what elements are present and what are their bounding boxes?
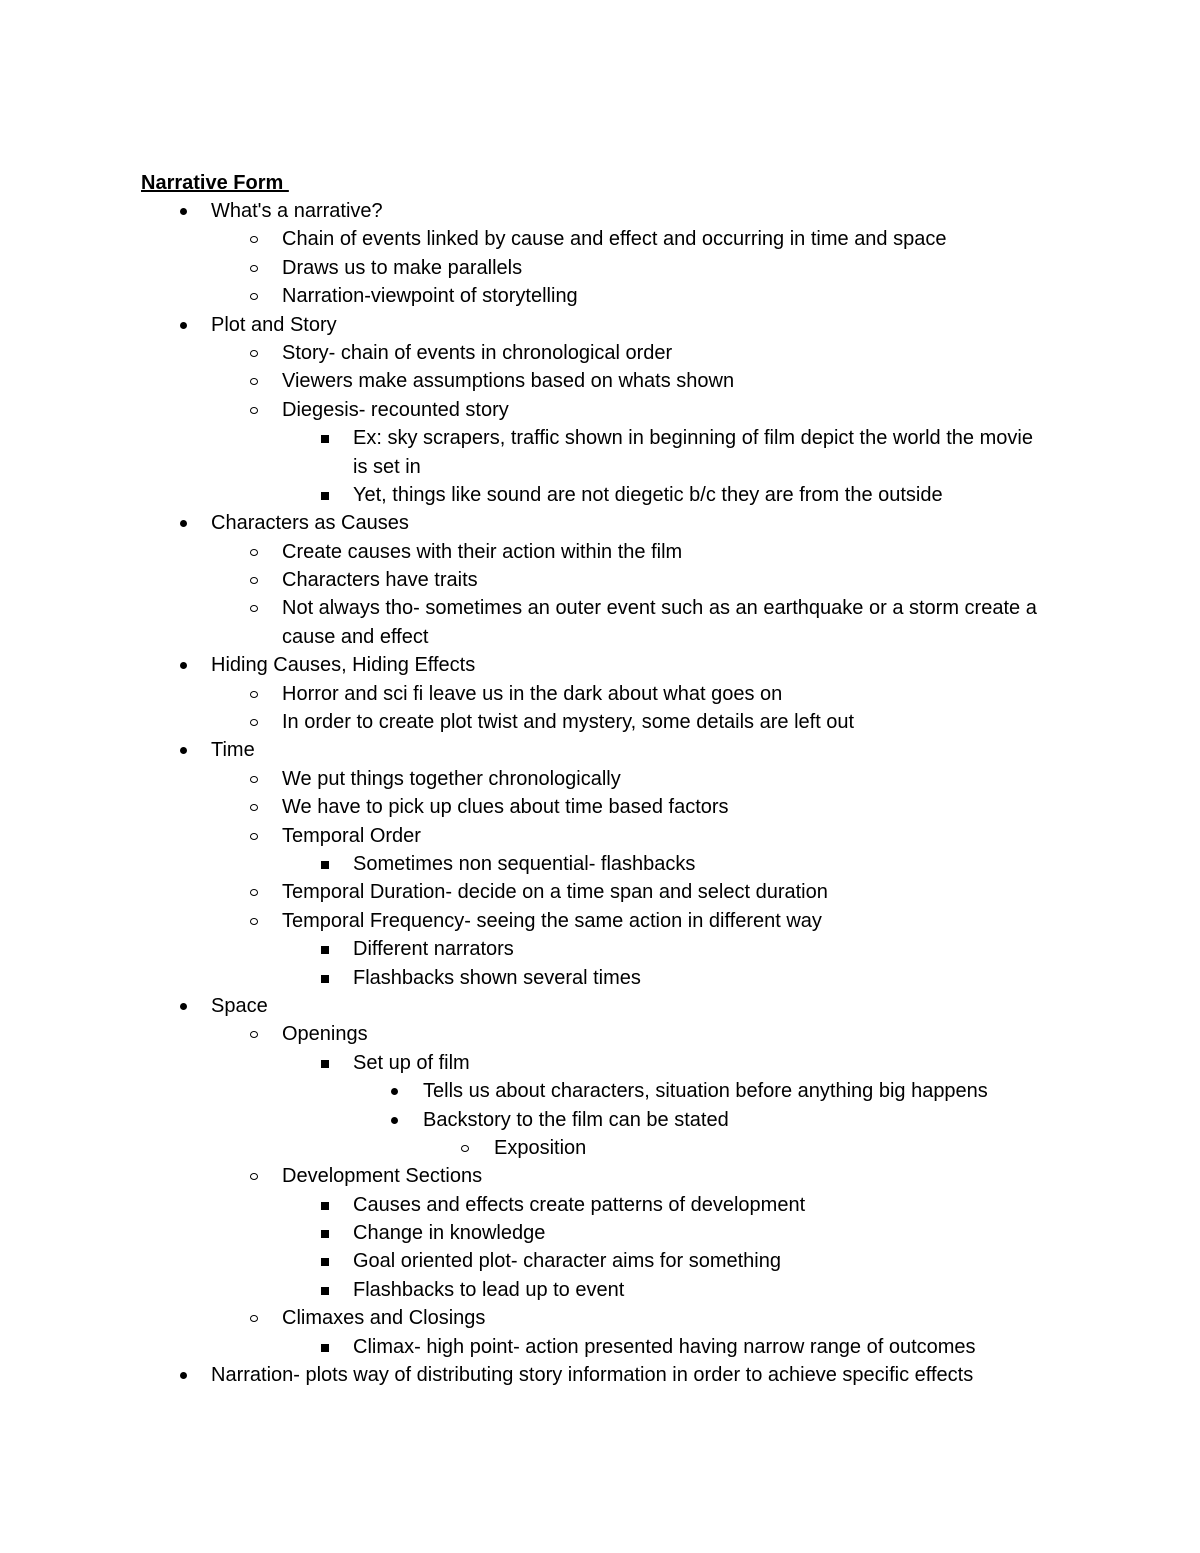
- disc-bullet-icon: [179, 509, 191, 537]
- disc-bullet-icon: [390, 1106, 402, 1134]
- circle-bullet-icon: [250, 538, 262, 566]
- square-bullet-icon: [320, 1049, 332, 1077]
- list-item-text: Ex: sky scrapers, traffic shown in beginning of film depict the world the movie is set in: [353, 427, 1033, 478]
- list-item-text: Temporal Duration- decide on a time span and select duration: [282, 881, 828, 904]
- list-item-text: Space: [211, 994, 268, 1017]
- circle-bullet-icon: [250, 1304, 262, 1332]
- square-bullet-icon: [320, 1276, 332, 1304]
- disc-bullet-icon: [179, 1361, 191, 1389]
- list-item-text: Plot and Story: [211, 313, 337, 336]
- circle-bullet-icon: [250, 282, 262, 310]
- list-item-text: In order to create plot twist and mystery, some details are left out: [282, 711, 855, 734]
- circle-bullet-icon: [250, 1020, 262, 1048]
- list-item-text: Development Sections: [282, 1165, 483, 1188]
- list-item-text: Backstory to the film can be stated: [423, 1108, 729, 1131]
- circle-bullet-icon: [250, 680, 262, 708]
- list-item-text: Draws us to make parallels: [282, 256, 523, 279]
- disc-bullet-icon: [179, 651, 191, 679]
- circle-bullet-icon: [250, 367, 262, 395]
- list-item-text: Change in knowledge: [353, 1222, 546, 1245]
- disc-bullet-icon: [390, 1077, 402, 1105]
- disc-bullet-icon: [179, 311, 191, 339]
- document-title: Narrative Form: [141, 172, 289, 194]
- circle-bullet-icon: [250, 1162, 262, 1190]
- list-item-text: Tells us about characters, situation before anything big happens: [423, 1080, 988, 1103]
- square-bullet-icon: [320, 850, 332, 878]
- circle-bullet-icon: [250, 708, 262, 736]
- list-item-text: We have to pick up clues about time based factors: [282, 796, 729, 819]
- square-bullet-icon: [320, 1219, 332, 1247]
- disc-bullet-icon: [179, 992, 191, 1020]
- list-item-text: Chain of events linked by cause and effect and occurring in time and space: [282, 228, 947, 251]
- circle-bullet-icon: [250, 339, 262, 367]
- circle-bullet-icon: [250, 907, 262, 935]
- list-item-text: Climax- high point- action presented having narrow range of outcomes: [353, 1335, 976, 1358]
- list-item-text: Time: [211, 739, 255, 762]
- list-item-text: Horror and sci fi leave us in the dark about what goes on: [282, 682, 783, 705]
- list-item-text: Narration- plots way of distributing story information in order to achieve specific effects: [211, 1364, 974, 1387]
- list-item-text: Sometimes non sequential- flashbacks: [353, 853, 696, 876]
- list-item-text: We put things together chronologically: [282, 767, 621, 790]
- list-item-text: Viewers make assumptions based on whats shown: [282, 370, 735, 393]
- circle-bullet-icon: [250, 225, 262, 253]
- list-item-text: Diegesis- recounted story: [282, 398, 509, 421]
- square-bullet-icon: [320, 424, 332, 452]
- circle-bullet-icon: [250, 765, 262, 793]
- circle-bullet-icon: [250, 594, 262, 622]
- list-item-text: Hiding Causes, Hiding Effects: [211, 654, 476, 677]
- disc-bullet-icon: [179, 736, 191, 764]
- circle-bullet-icon: [250, 793, 262, 821]
- circle-bullet-icon: [250, 878, 262, 906]
- list-item-text: Narration-viewpoint of storytelling: [282, 285, 578, 308]
- square-bullet-icon: [320, 1247, 332, 1275]
- list-item-text: Characters as Causes: [211, 512, 409, 535]
- square-bullet-icon: [320, 1333, 332, 1361]
- list-item-text: Temporal Frequency- seeing the same action in different way: [282, 909, 822, 932]
- circle-bullet-icon: [461, 1134, 473, 1162]
- list-item-text: Flashbacks to lead up to event: [353, 1278, 625, 1301]
- square-bullet-icon: [320, 1191, 332, 1219]
- circle-bullet-icon: [250, 396, 262, 424]
- list-item-text: Climaxes and Closings: [282, 1307, 486, 1330]
- list-item-text: Flashbacks shown several times: [353, 966, 641, 989]
- list-item-text: Story- chain of events in chronological order: [282, 341, 673, 364]
- list-item-text: Temporal Order: [282, 824, 421, 847]
- list-item-text: Openings: [282, 1023, 368, 1046]
- list-item-text: Characters have traits: [282, 569, 478, 592]
- list-item-text: Set up of film: [353, 1051, 470, 1074]
- square-bullet-icon: [320, 481, 332, 509]
- list-item-text: Not always tho- sometimes an outer event such as an earthquake or a storm create a cause and effect: [282, 597, 1037, 648]
- circle-bullet-icon: [250, 254, 262, 282]
- list-item-text: Different narrators: [353, 938, 514, 961]
- circle-bullet-icon: [250, 566, 262, 594]
- circle-bullet-icon: [250, 822, 262, 850]
- list-item-text: Yet, things like sound are not diegetic b/c they are from the outside: [353, 483, 943, 506]
- square-bullet-icon: [320, 964, 332, 992]
- list-item-text: Exposition: [494, 1136, 587, 1159]
- square-bullet-icon: [320, 935, 332, 963]
- list-item-text: Create causes with their action within the film: [282, 540, 683, 563]
- disc-bullet-icon: [179, 197, 191, 225]
- list-item-text: Goal oriented plot- character aims for something: [353, 1250, 781, 1273]
- list-item-text: Causes and effects create patterns of development: [353, 1193, 806, 1216]
- list-item-text: What's a narrative?: [211, 200, 383, 222]
